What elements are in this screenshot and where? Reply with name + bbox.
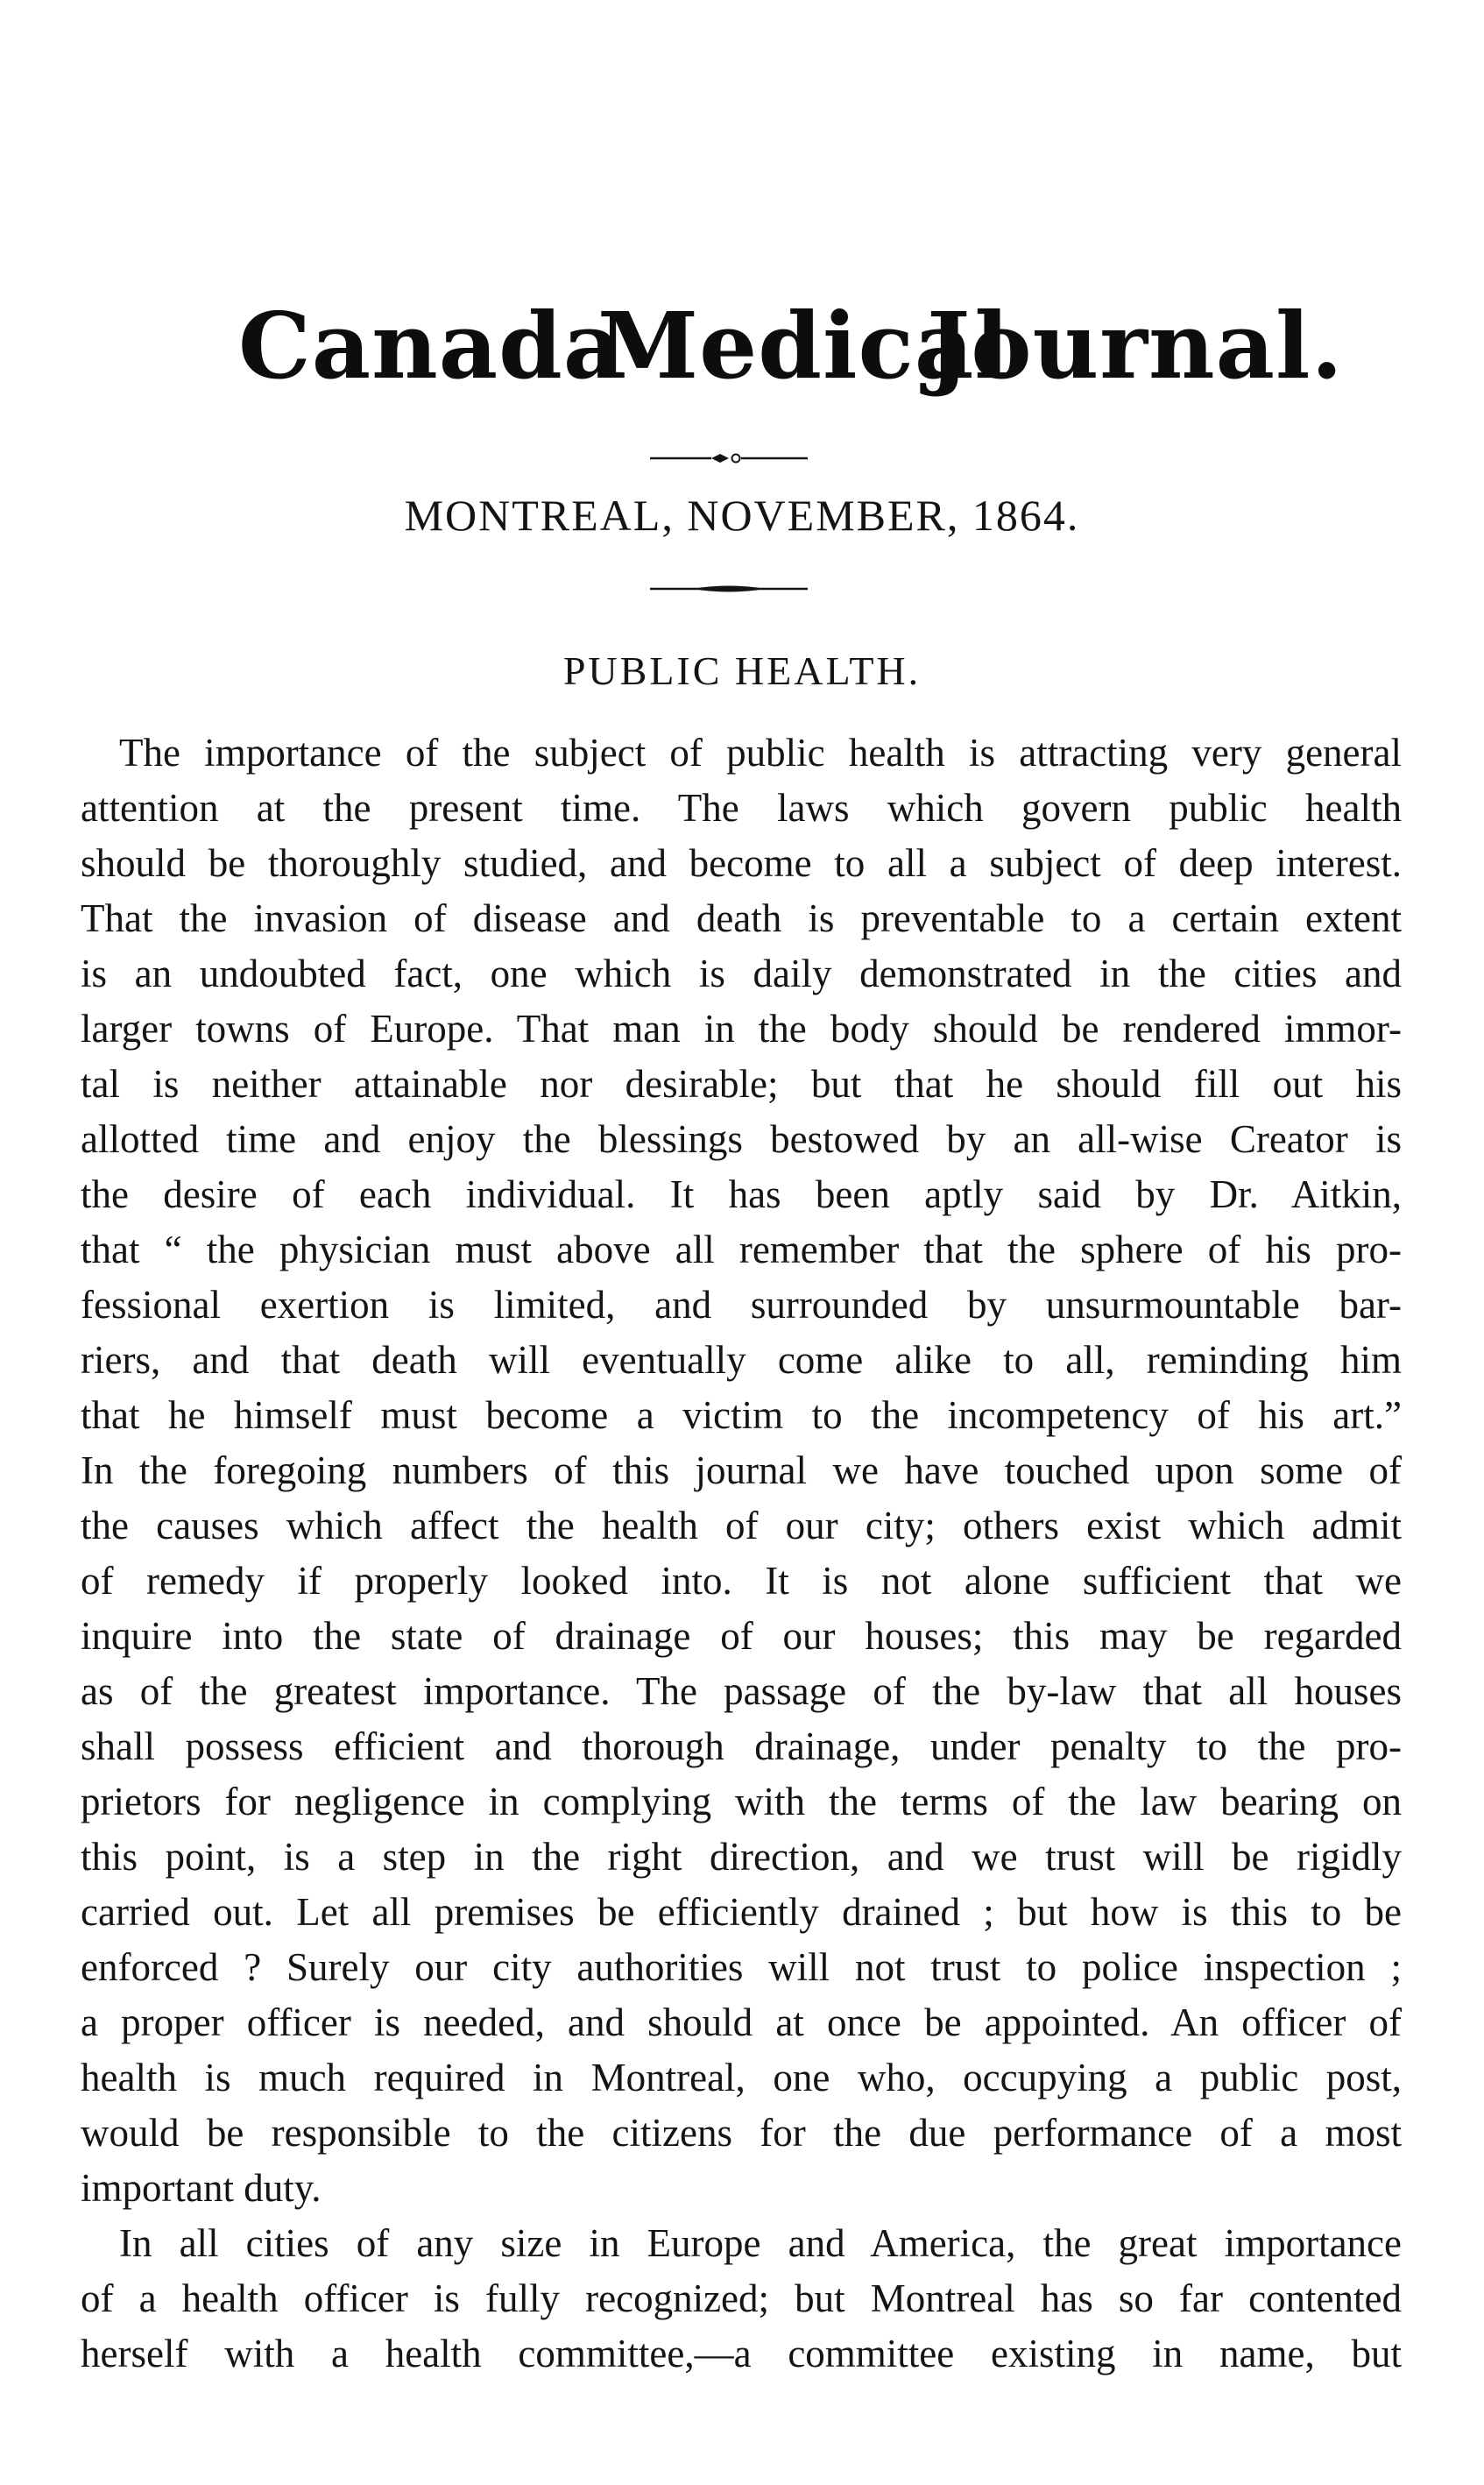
text-line: would be responsible to the citizens for the due performance of a most <box>81 2111 1402 2155</box>
journal-masthead <box>0 289 1484 403</box>
text-line: larger towns of Europe. That man in the body should be rendered immor- <box>81 1007 1402 1051</box>
text-line: of remedy if properly looked into. It is not alone sufficient that we <box>81 1559 1402 1603</box>
text-line: important duty. <box>81 2166 322 2210</box>
text-line: riers, and that death will eventually come alike to all, reminding him <box>81 1338 1402 1382</box>
ornament-rule-top <box>650 451 808 465</box>
text-line: the desire of each individual. It has been aptly said by Dr. Aitkin, <box>81 1172 1402 1216</box>
article-title: PUBLIC HEALTH. <box>562 648 922 693</box>
text-line: In all cities of any size in Europe and America, the great importance <box>119 2221 1402 2265</box>
text-line: tal is neither attainable nor desirable; but that he should fill out his <box>81 1062 1402 1106</box>
text-line: of a health officer is fully recognized; but Montreal has so far contented <box>81 2276 1402 2320</box>
text-line: inquire into the state of drainage of our houses; this may be regarded <box>81 1614 1402 1658</box>
text-line: should be thoroughly studied, and become to all a subject of deep interest. <box>81 841 1402 885</box>
issue-dateline: MONTREAL, NOVEMBER, 1864. <box>404 491 1080 540</box>
text-line: health is much required in Montreal, one who, occupying a public post, <box>81 2056 1402 2099</box>
text-line: the causes which affect the health of our city; others exist which admit <box>81 1504 1402 1547</box>
text-line: a proper officer is needed, and should at once be appointed. An officer of <box>81 2000 1402 2044</box>
masthead-word-1: Canada <box>238 292 624 400</box>
text-line: herself with a health committee,—a committee existing in name, but <box>81 2332 1402 2375</box>
text-line: enforced ? Surely our city authorities will not trust to police inspection ; <box>81 1945 1402 1989</box>
text-line: this point, is a step in the right direction, and we trust will be rigidly <box>81 1835 1402 1879</box>
text-line: prietors for negligence in complying with the terms of the law bearing on <box>81 1780 1402 1823</box>
paragraph-2 <box>81 2216 1402 2382</box>
text-line: The importance of the subject of public health is attracting very general <box>119 731 1402 775</box>
masthead-word-3: Journal. <box>927 292 1344 400</box>
text-line: shall possess efficient and thorough drainage, under penalty to the pro- <box>81 1724 1402 1768</box>
ornament-rule-bottom <box>650 582 808 596</box>
text-line: attention at the present time. The laws which govern public health <box>81 786 1402 830</box>
text-line: that he himself must become a victim to the incompetency of his art.” <box>81 1393 1402 1437</box>
text-line: fessional exertion is limited, and surrounded by unsurmountable bar- <box>81 1283 1402 1327</box>
article-body <box>81 726 1402 2382</box>
text-line: carried out. Let all premises be efficiently drained ; but how is this to be <box>81 1890 1402 1934</box>
text-line: that “ the physician must above all remember that the sphere of his pro- <box>81 1228 1402 1271</box>
text-line: as of the greatest importance. The passage of the by-law that all houses <box>81 1669 1402 1713</box>
paragraph-1 <box>81 726 1402 2216</box>
text-line: is an undoubted fact, one which is daily demonstrated in the cities and <box>81 952 1402 995</box>
masthead-word-2: Medical <box>597 292 1010 400</box>
text-line: That the invasion of disease and death is preventable to a certain extent <box>81 896 1402 940</box>
text-line: allotted time and enjoy the blessings bestowed by an all-wise Creator is <box>81 1117 1402 1161</box>
text-line: In the foregoing numbers of this journal we have touched upon some of <box>81 1448 1402 1492</box>
